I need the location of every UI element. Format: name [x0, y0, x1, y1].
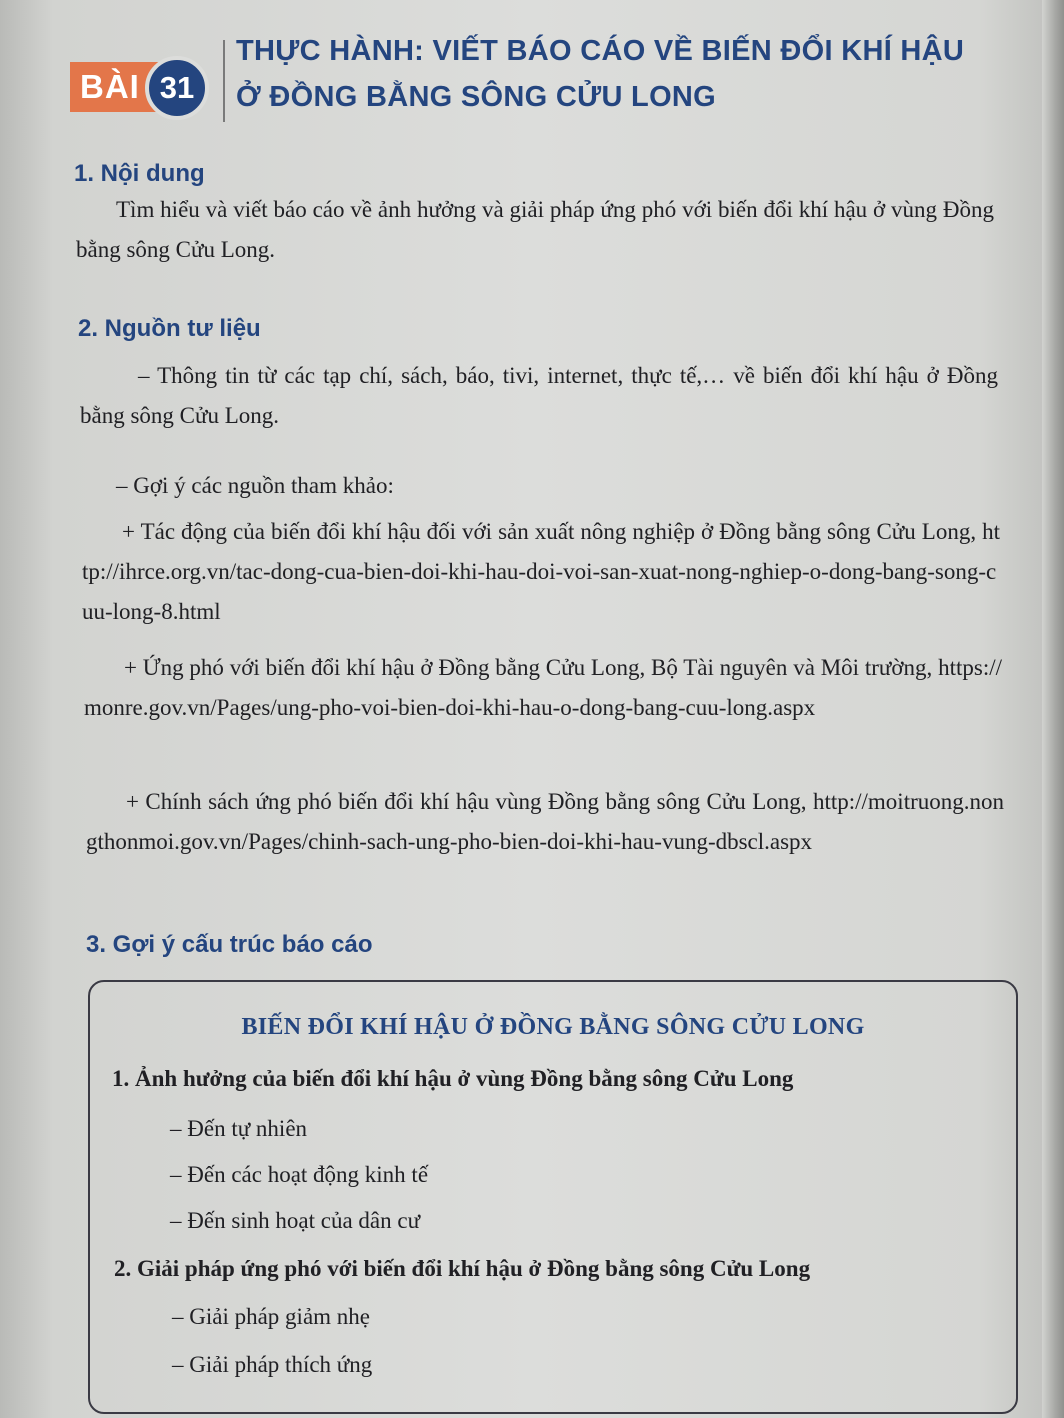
section-heading-content: 1. Nội dung: [74, 160, 205, 187]
lesson-number-circle: 31: [145, 56, 209, 120]
report-part-1-item: – Đến sinh hoạt của dân cư: [170, 1208, 421, 1233]
sources-suggest-line: – Gợi ý các nguồn tham khảo:: [116, 473, 394, 498]
report-part-1-item: – Đến các hoạt động kinh tế: [170, 1162, 429, 1187]
lesson-title: [236, 28, 1016, 120]
report-part-1-heading: 1. Ảnh hưởng của biến đổi khí hậu ở vùng Đồng bằng sông Cửu Long: [112, 1066, 794, 1091]
reference-item-3: + Chính sách ứng phó biến đổi khí hậu vùng Đồng bằng sông Cửu Long, http://moitruong.nongthonmoi.gov.vn/Pages/chinh-sach-ung-pho-bien-doi-khi-hau-vung-dbscl.aspx: [86, 789, 1004, 854]
report-box-title: BIẾN ĐỔI KHÍ HẬU Ở ĐỒNG BẰNG SÔNG CỬU LONG: [241, 1014, 865, 1040]
report-structure-box: [88, 980, 1018, 1414]
section-heading-structure: 3. Gợi ý cấu trúc báo cáo: [86, 931, 373, 958]
report-part-1-item: – Đến tự nhiên: [170, 1116, 308, 1141]
header-divider: [223, 40, 225, 122]
sources-info-paragraph: – Thông tin từ các tạp chí, sách, báo, tivi, internet, thực tế,… về biến đổi khí hậu ở Đồng bằng sông Cửu Long.: [80, 363, 998, 428]
lesson-title-line-1: THỰC HÀNH: VIẾT BÁO CÁO VỀ BIẾN ĐỔI KHÍ HẬU: [236, 35, 965, 67]
report-part-2-heading: 2. Giải pháp ứng phó với biến đổi khí hậu ở Đồng bằng sông Cửu Long: [114, 1256, 811, 1281]
reference-item-1: + Tác động của biến đổi khí hậu đối với sản xuất nông nghiệp ở Đồng bằng sông Cửu Long, http://ihrce.org.vn/tac-dong-cua-bien-doi-khi-hau-doi-voi-san-xuat-nong-nghiep-o-dong-bang-song-cuu-long-8.html: [82, 519, 1000, 624]
section-heading-sources: 2. Nguồn tư liệu: [78, 315, 261, 342]
report-part-2-item: – Giải pháp thích ứng: [172, 1352, 373, 1377]
book-spine-shadow: [1042, 0, 1064, 1418]
report-part-2-item: – Giải pháp giảm nhẹ: [172, 1304, 371, 1329]
lesson-badge: BÀI: [70, 62, 162, 112]
reference-item-2: + Ứng phó với biến đổi khí hậu ở Đồng bằng Cửu Long, Bộ Tài nguyên và Môi trường, https://monre.gov.vn/Pages/ung-pho-voi-bien-doi-khi-hau-o-dong-bang-cuu-long.aspx: [84, 655, 1002, 720]
lesson-title-line-2: Ở ĐỒNG BẰNG SÔNG CỬU LONG: [236, 81, 717, 113]
content-paragraph: Tìm hiểu và viết báo cáo về ảnh hưởng và giải pháp ứng phó với biến đổi khí hậu ở vùng Đồng bằng sông Cửu Long.: [76, 197, 994, 262]
